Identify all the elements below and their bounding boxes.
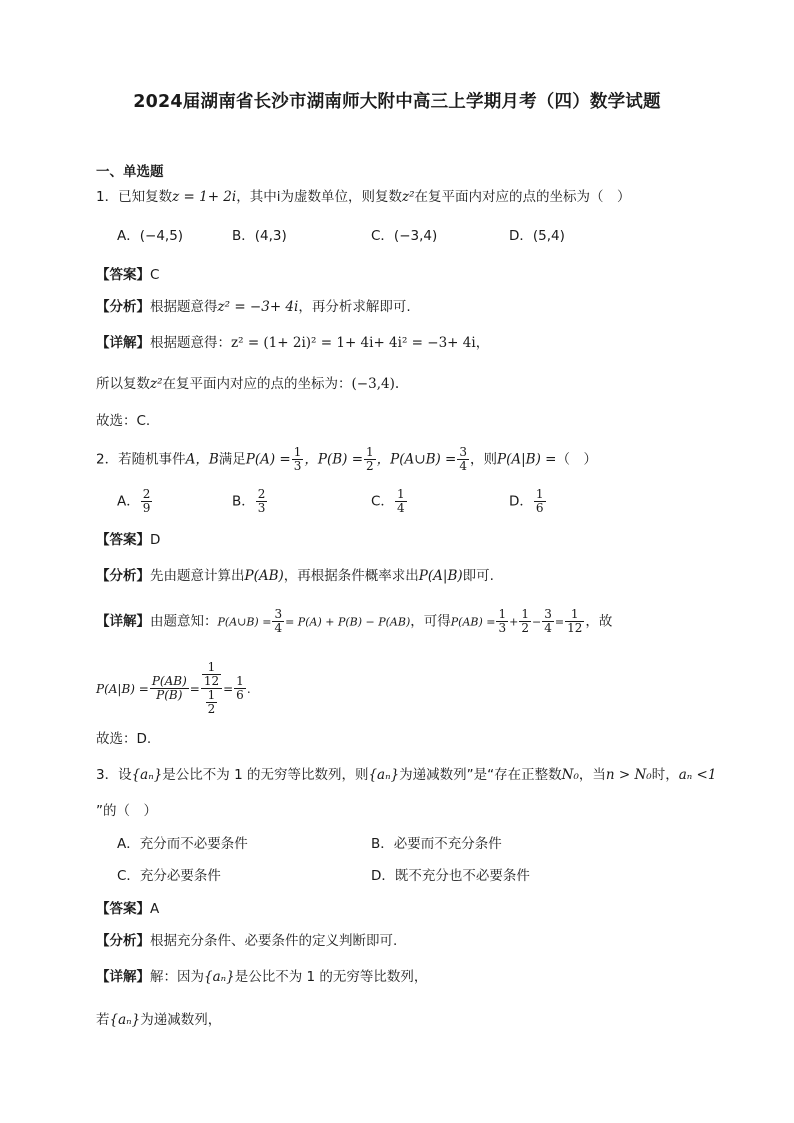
denominator: 12 bbox=[203, 674, 220, 688]
q2-option-d bbox=[509, 488, 547, 515]
q3-analysis-text: 根据充分条件、必要条件的定义判断即可. bbox=[150, 933, 398, 949]
detail-tag: 【详解】 bbox=[96, 613, 150, 630]
q3-condition: n > N₀ bbox=[605, 767, 652, 783]
q1-analysis bbox=[96, 297, 411, 317]
detail-tag: 【详解】 bbox=[96, 335, 150, 351]
q1-stem bbox=[96, 187, 631, 207]
q2-frac-3-4 bbox=[272, 608, 284, 635]
q2-detail-eq: P(A∪B) = bbox=[217, 615, 272, 629]
denominator: 4 bbox=[459, 459, 468, 473]
q1-detail-text: ， bbox=[475, 335, 490, 351]
numerator: 1 bbox=[535, 487, 544, 501]
q2-answer bbox=[96, 530, 160, 550]
q2-cond-expr: P(A|B) bbox=[418, 568, 463, 584]
q3-option-c: C．充分必要条件 bbox=[117, 868, 221, 884]
option-frac bbox=[256, 488, 268, 515]
q2-frac-1-3 bbox=[292, 446, 304, 473]
q1-stem-text: 1．已知复数 bbox=[96, 189, 173, 205]
numerator: 3 bbox=[459, 445, 468, 459]
numerator: 1 bbox=[236, 674, 244, 688]
q1-z-squared: z² bbox=[401, 189, 415, 205]
denominator: 4 bbox=[544, 621, 552, 635]
q3-analysis bbox=[96, 931, 397, 951]
q2-frac-3-4 bbox=[457, 446, 469, 473]
q1-final: 故选：C. bbox=[96, 413, 151, 429]
denominator: 3 bbox=[498, 621, 507, 635]
q1-stem-text: 在复平面内对应的点的坐标为（ ） bbox=[414, 189, 631, 205]
q2-option-a bbox=[117, 488, 153, 515]
option-label: D． bbox=[509, 493, 533, 510]
option-label: C． bbox=[371, 493, 394, 510]
q1-point: (−3,4). bbox=[351, 376, 400, 392]
q2-final: 故选：D. bbox=[96, 731, 152, 747]
q2-option-c bbox=[371, 488, 408, 515]
answer-tag: 【答案】 bbox=[96, 901, 150, 917]
option-label: A． bbox=[117, 493, 140, 510]
q1-detail-text: 所以复数 bbox=[96, 376, 150, 392]
q2-analysis-text: 即可. bbox=[462, 568, 494, 584]
q2-compound-frac bbox=[201, 661, 222, 716]
q1-analysis-text: 根据题意得 bbox=[150, 299, 218, 315]
q3-answer-value: A bbox=[150, 901, 160, 917]
compound-denominator bbox=[201, 689, 222, 716]
q3-stem-text: 时， bbox=[651, 767, 679, 783]
numerator: 1 bbox=[498, 607, 507, 621]
q2-analysis-text: 先由题意计算出 bbox=[150, 568, 245, 584]
denominator: 12 bbox=[567, 621, 583, 635]
q1-z-expression: z = 1+ 2i bbox=[172, 189, 237, 205]
q3-option-b: B．必要而不充分条件 bbox=[371, 836, 502, 852]
denominator: 4 bbox=[274, 621, 283, 635]
q2-detail-eq: = P(A) + P(B) − P(AB) bbox=[285, 615, 411, 629]
q3-detail-line2 bbox=[96, 1010, 221, 1030]
q2-frac-1-2 bbox=[519, 608, 531, 635]
q2-detail-text: 由题意知： bbox=[150, 613, 218, 630]
analysis-tag: 【分析】 bbox=[96, 568, 150, 584]
q2-detail-text: ，可得 bbox=[410, 613, 451, 630]
equals-sign: = bbox=[554, 615, 565, 629]
inner-frac bbox=[202, 661, 221, 688]
q2-detail bbox=[96, 608, 612, 635]
equals-sign: = bbox=[189, 681, 200, 696]
q3-stem bbox=[96, 765, 716, 785]
q1-detail-eq: z² = (1+ 2i)² = 1+ 4i+ 4i² = −3+ 4i bbox=[231, 335, 476, 351]
denominator: 9 bbox=[142, 501, 151, 515]
q1-answer-value: C bbox=[150, 267, 160, 283]
q2-analysis-text: ，再根据条件概率求出 bbox=[283, 568, 419, 584]
numerator: 1 bbox=[565, 608, 584, 622]
q3-stem-text: 是公比不为 1 的无穷等比数列，则 bbox=[162, 767, 369, 783]
q2-analysis bbox=[96, 566, 494, 586]
option-frac bbox=[395, 488, 407, 515]
denominator: 3 bbox=[257, 501, 266, 515]
numerator: 3 bbox=[544, 607, 552, 621]
q3-option-d: D．既不充分也不必要条件 bbox=[371, 868, 530, 884]
q2-option-b bbox=[232, 488, 268, 515]
numerator: 1 bbox=[366, 445, 374, 459]
detail-tag: 【详解】 bbox=[96, 969, 150, 985]
q2-cond-lhs: P(A|B) = bbox=[96, 681, 149, 696]
q1-z-squared: z² bbox=[150, 376, 163, 392]
q1-detail-text: 在复平面内对应的点的坐标为： bbox=[162, 376, 352, 392]
q1-option-c: C．(−3,4) bbox=[371, 228, 438, 244]
q2-frac-3-4 bbox=[542, 608, 554, 635]
q2-stem-text: ，则 bbox=[470, 451, 498, 468]
q1-stem-text: ，其中i为虚数单位，则复数 bbox=[236, 189, 402, 205]
numerator: 3 bbox=[274, 607, 283, 621]
q3-sequence: {aₙ} bbox=[204, 969, 235, 985]
answer-tag: 【答案】 bbox=[96, 532, 150, 548]
denominator: 2 bbox=[366, 459, 374, 473]
numerator: 2 bbox=[142, 487, 151, 501]
numerator: 1 bbox=[396, 487, 405, 501]
section-heading: 一、单选题 bbox=[96, 164, 164, 180]
q2-conditional: P(A|B) = bbox=[497, 451, 557, 468]
q2-pab-expr: P(AB) bbox=[244, 568, 284, 584]
q3-stem-text: 为递减数列”是“存在正整数 bbox=[399, 767, 562, 783]
answer-tag: 【答案】 bbox=[96, 267, 150, 283]
numerator: 1 bbox=[202, 661, 221, 675]
q2-stem-text: 满足 bbox=[218, 451, 246, 468]
q3-stem-line2: ”的（ ） bbox=[96, 803, 157, 819]
numerator: 1 bbox=[293, 445, 302, 459]
q3-stem-text: 3．设 bbox=[96, 767, 132, 783]
q1-option-d: D．(5,4) bbox=[509, 228, 565, 244]
q1-option-b: B．(4,3) bbox=[232, 228, 287, 244]
denominator: P(B) bbox=[156, 688, 183, 702]
q2-pab: ，P(A∪B) = bbox=[376, 451, 457, 468]
period: . bbox=[246, 681, 251, 696]
q3-detail-text: 解：因为 bbox=[150, 969, 204, 985]
denominator: 3 bbox=[293, 459, 302, 473]
denominator: 2 bbox=[207, 702, 216, 716]
numerator: 2 bbox=[257, 487, 266, 501]
equals-sign: = bbox=[223, 681, 234, 696]
q1-option-a: A．(−4,5) bbox=[117, 228, 184, 244]
denominator: 2 bbox=[521, 621, 529, 635]
page-title: 2024届湖南省长沙市湖南师大附中高三上学期月考（四）数学试题 bbox=[133, 92, 661, 112]
q3-stem-text: ，当 bbox=[578, 767, 606, 783]
compound-numerator bbox=[201, 661, 222, 689]
option-frac bbox=[534, 488, 546, 515]
numerator: P(AB) bbox=[151, 674, 187, 688]
q2-detail-text: ，故 bbox=[585, 613, 613, 630]
q1-analysis-eq: z² = −3+ 4i bbox=[217, 299, 299, 315]
q3-detail-text: 若 bbox=[96, 1012, 110, 1028]
denominator: 6 bbox=[535, 501, 544, 515]
q3-sequence: {aₙ} bbox=[109, 1012, 141, 1028]
option-frac bbox=[141, 488, 153, 515]
q3-sequence: {aₙ} bbox=[131, 767, 163, 783]
q2-cond-frac bbox=[150, 675, 189, 702]
q2-frac-1-6 bbox=[234, 675, 246, 702]
q2-stem-text: （ ） bbox=[556, 451, 597, 468]
q3-option-a: A．充分而不必要条件 bbox=[117, 836, 248, 852]
q3-answer bbox=[96, 899, 159, 919]
q2-frac-1-12 bbox=[565, 608, 584, 635]
minus-sign: − bbox=[531, 615, 542, 629]
inner-frac bbox=[206, 689, 218, 716]
denominator: 6 bbox=[236, 688, 244, 702]
q1-answer bbox=[96, 265, 159, 285]
option-label: B． bbox=[232, 493, 255, 510]
q2-conditional-formula bbox=[96, 661, 251, 716]
q2-pa: P(A) = bbox=[245, 451, 291, 468]
q3-sequence: {aₙ} bbox=[368, 767, 400, 783]
numerator: 1 bbox=[207, 688, 216, 702]
q3-detail-text: 是公比不为 1 的无穷等比数列， bbox=[234, 969, 428, 985]
q2-frac-1-3 bbox=[496, 608, 508, 635]
plus-sign: + bbox=[509, 615, 519, 629]
q1-detail-text: 根据题意得： bbox=[150, 335, 231, 351]
q2-detail-eq: P(AB) = bbox=[450, 615, 496, 629]
q2-frac-1-2 bbox=[364, 446, 376, 473]
q3-detail bbox=[96, 967, 427, 987]
q3-n0: N₀ bbox=[561, 767, 579, 783]
denominator: 4 bbox=[396, 501, 405, 515]
numerator: 1 bbox=[521, 607, 529, 621]
q1-analysis-text: ，再分析求解即可. bbox=[298, 299, 411, 315]
q1-detail bbox=[96, 333, 489, 353]
q3-an: aₙ <1 bbox=[678, 767, 717, 783]
q3-detail-text: 为递减数列， bbox=[140, 1012, 222, 1028]
q1-detail-line2 bbox=[96, 374, 399, 394]
analysis-tag: 【分析】 bbox=[96, 933, 150, 949]
analysis-tag: 【分析】 bbox=[96, 299, 150, 315]
q2-answer-value: D bbox=[150, 532, 161, 548]
q2-stem-text: 2．若随机事件 bbox=[96, 451, 186, 468]
q2-pb: ，P(B) = bbox=[304, 451, 364, 468]
q2-stem bbox=[96, 446, 597, 473]
q2-events: A，B bbox=[185, 451, 219, 468]
